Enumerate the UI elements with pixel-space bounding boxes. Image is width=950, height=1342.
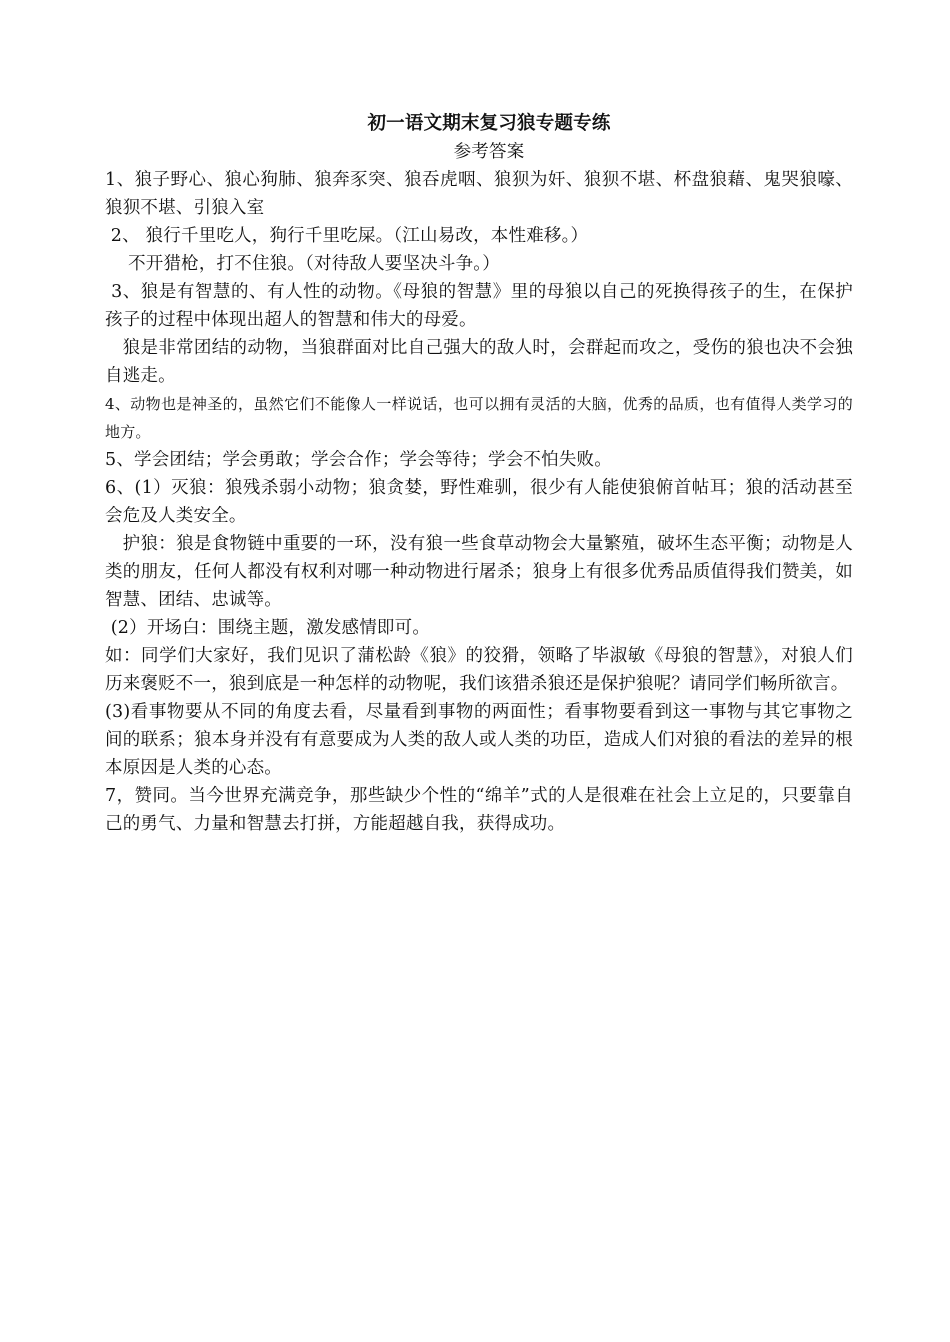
answer-6-2-opening: (2）开场白：围绕主题，激发感情即可。 (105, 618, 431, 638)
answer-6-1-destroy: 6、(1）灭狼：狼残杀弱小动物；狼贪婪，野性难驯，很少有人能使狼俯首帖耳；狼的活动甚至会危及人类安全。 (105, 478, 853, 526)
answer-7: 7，赞同。当今世界充满竞争，那些缺少个性的“绵羊”式的人是很难在社会上立足的，只要靠自己的勇气、力量和智慧去打拼，方能超越自我，获得成功。 (105, 786, 853, 834)
answer-6-2-example: 如：同学们大家好，我们见识了蒲松龄《狼》的狡猾，领略了毕淑敏《母狼的智慧》，对狼人们历来褒贬不一，狼到底是一种怎样的动物呢，我们该猎杀狼还是保护狼呢？请同学们畅所欲言。 (105, 646, 853, 694)
document-subtitle: 参考答案 (453, 142, 525, 162)
answer-3-part-1: 3、狼是有智慧的、有人性的动物。《母狼的智慧》里的母狼以自己的死换得孩子的生，在保护孩子的过程中体现出超人的智慧和伟大的母爱。 (105, 282, 854, 330)
document-body (105, 110, 865, 838)
answer-5: 5、学会团结；学会勇敢；学会合作；学会等待；学会不怕失败。 (105, 450, 612, 470)
answer-1: 1、狼子野心、狼心狗肺、狼奔豕突、狼吞虎咽、狼狈为奸、狼狈不堪、杯盘狼藉、鬼哭狼嚎、 狼狈不堪、引狼入室 (105, 170, 865, 218)
answer-6-1-protect: 护狼：狼是食物链中重要的一环，没有狼一些食草动物会大量繁殖，破坏生态平衡；动物是人类的朋友，任何人都没有权利对哪一种动物进行屠杀；狼身上有很多优秀品质值得我们赞美，如智慧、团结、忠诚等。 (105, 534, 853, 610)
answer-2-line-2: 不开猎枪，打不住狼。（对待敌人要坚决斗争。） (105, 254, 500, 274)
answer-3-part-2: 狼是非常团结的动物，当狼群面对比自己强大的敌人时，会群起而攻之，受伤的狼也决不会独自逃走。 (105, 338, 853, 386)
document-title: 初一语文期末复习狼专题专练 (367, 113, 611, 134)
answer-6-3: (3)看事物要从不同的角度去看，尽量看到事物的两面性；看事物要看到这一事物与其它事物之间的联系；狼本身并没有有意要成为人类的敌人或人类的功臣，造成人们对狼的看法的差异的根本原因是人类的心态。 (105, 702, 853, 778)
answer-4: 4、动物也是神圣的，虽然它们不能像人一样说话，也可以拥有灵活的大脑，优秀的品质，也有值得人类学习的地方。 (105, 395, 853, 441)
answer-2-line-1: 2、 狼行千里吃人，狗行千里吃屎。（江山易改，本性难移。） (105, 226, 589, 246)
